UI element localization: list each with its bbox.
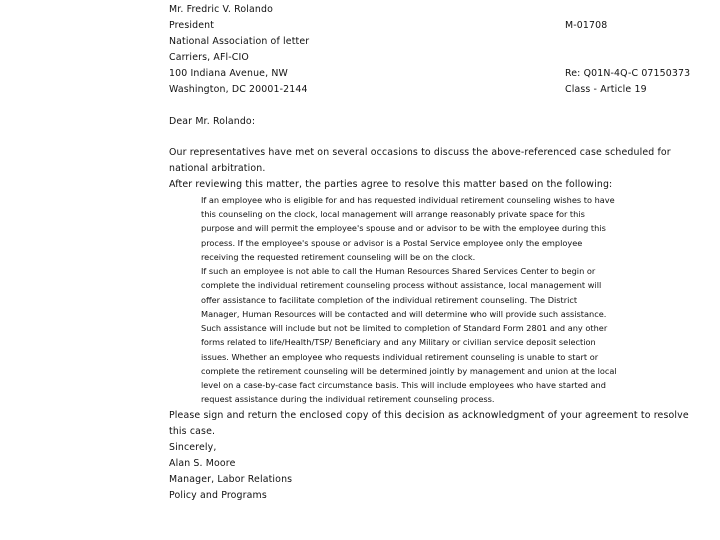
term-line: complete the retirement counseling will be determined jointly by management and union at the local <box>201 366 617 376</box>
term-line: If an employee who is eligible for and has requested individual retirement counseling wishes to have <box>201 195 615 205</box>
term-line: Manager, Human Resources will be contacted and will determine who will provide such assistance. <box>201 309 607 319</box>
term-line: complete the individual retirement counseling process without assistance, local management will <box>201 280 602 290</box>
signer-name: Alan S. Moore <box>169 458 236 469</box>
term-line: request assistance during the individual retirement counseling process. <box>201 394 495 404</box>
term-line: forms related to life/Health/TSP/ Beneficiary and any Military or civilian service deposit selection <box>201 337 596 347</box>
recipient-address-line1: 100 Indiana Avenue, NW <box>169 68 288 79</box>
term-line: process. If the employee's spouse or advisor is a Postal Service employee only the employee <box>201 238 583 248</box>
reference-class: Class - Article 19 <box>565 84 647 95</box>
reference-number: M-01708 <box>565 20 608 31</box>
recipient-org-line2: Carriers, AFl-CIO <box>169 52 249 63</box>
term-line: If such an employee is not able to call the Human Resources Shared Services Center to begin or <box>201 266 596 276</box>
signer-department: Policy and Programs <box>169 490 267 501</box>
salutation: Dear Mr. Rolando: <box>169 116 256 127</box>
recipient-address-line2: Washington, DC 20001-2144 <box>169 84 308 95</box>
closing-line: this case. <box>169 426 216 437</box>
term-line: receiving the requested retirement counseling will be on the clock. <box>201 252 476 262</box>
term-line: issues. Whether an employee who requests individual retirement counseling is unable to start or <box>201 352 599 362</box>
signer-title: Manager, Labor Relations <box>169 474 293 485</box>
intro-line: After reviewing this matter, the parties agree to resolve this matter based on the following: <box>169 179 613 190</box>
intro-line: national arbitration. <box>169 163 266 174</box>
term-line: level on a case-by-case fact circumstance basis. This will include employees who have started and <box>201 380 606 390</box>
recipient-name: Mr. Fredric V. Rolando <box>169 4 273 15</box>
recipient-title: President <box>169 20 215 31</box>
term-line: this counseling on the clock, local management will arrange reasonably private space for this <box>201 209 585 219</box>
term-line: Such assistance will include but not be limited to completion of Standard Form 2801 and any other <box>201 323 608 333</box>
closing-line: Please sign and return the enclosed copy of this decision as acknowledgment of your agreement to resolve <box>169 410 689 421</box>
term-line: offer assistance to facilitate completion of the individual retirement counseling. The District <box>201 295 578 305</box>
recipient-org-line1: National Association of letter <box>169 36 310 47</box>
intro-line: Our representatives have met on several occasions to discuss the above-referenced case scheduled for <box>169 147 671 158</box>
closing-sincerely: Sincerely, <box>169 442 217 453</box>
term-line: purpose and will permit the employee's spouse and or advisor to be with the employee during this <box>201 223 606 233</box>
reference-case: Re: Q01N-4Q-C 07150373 <box>565 68 691 79</box>
